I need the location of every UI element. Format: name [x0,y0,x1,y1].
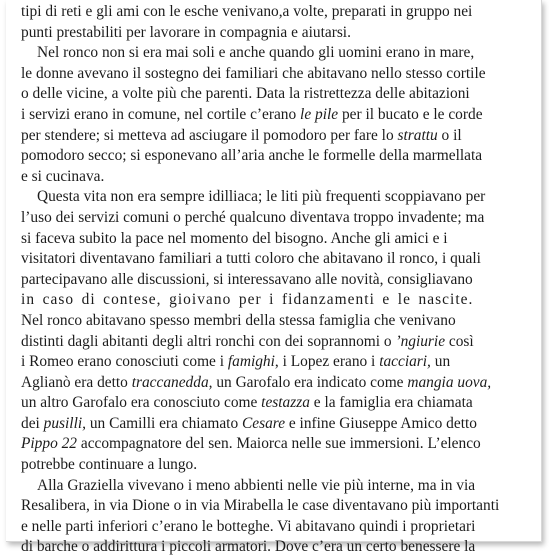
text-run: e la famiglia era chiamata [309,394,473,412]
italic-term: le pile [300,105,339,123]
italic-term: ’ngiurie [395,332,446,350]
text-line [21,332,526,353]
text-run: un Camilli era chiamato [86,414,242,432]
italic-term: famighi [227,353,275,371]
text-line [21,537,526,558]
text-run: un altro Garofalo era conosciuto come [21,394,262,412]
text-line [21,476,526,497]
italic-term: traccanedda, [131,373,213,391]
text-line [21,2,526,23]
text-run: e nelle parti inferiori c’erano le botteghe. Vi abitavano quindi i proprietari [21,517,476,535]
text-line [21,167,526,188]
italic-term: Pippo 22 [21,435,78,453]
text-run: si faceva subito la pace nel momento del bisogno. Anche gli amici e i [21,229,448,247]
italic-term: mangia uova, [407,373,492,391]
text-line [21,517,526,538]
text-line [21,208,526,229]
italic-term: strattu [397,126,438,144]
text-run: Nel ronco abitavano spesso membri della stessa famiglia che venivano [21,311,456,329]
text-line [21,290,526,311]
text-line [21,146,526,167]
text-line [21,43,526,64]
text-run: i Romeo erano conosciuti come i [21,353,228,371]
text-run: accompagnatore del sen. Maiorca nelle sue immersioni. L’elenco [77,435,481,453]
text-line [21,393,526,414]
text-line [21,270,526,291]
italic-term: Cesare [242,414,286,432]
text-line [21,249,526,270]
text-run: potrebbe continuare a lungo. [21,456,198,474]
text-run: di barche o addirittura i piccoli armatori. Dove c’era un certo benessere la [21,538,476,556]
text-run: dei [21,414,44,432]
text-run: Alla Graziella vivevano i meno abbienti nelle vie più interne, ma in via [37,476,476,494]
text-line [21,373,526,394]
italic-term: testazza [261,394,310,412]
text-run: un Garofalo era indicato come [212,373,408,391]
text-line [21,434,526,455]
text-run: o il [437,126,462,144]
text-line [21,455,526,476]
italic-term: pusilli, [43,414,86,432]
text-run: partecipavano alle discussioni, si interessavano alle novità, consigliavano [21,270,473,288]
text-run: Resalibera, in via Dione o in via Mirabella le case diventavano più importanti [21,497,500,515]
text-run: in caso di contese, gioivano per i fidanzamenti e le nascite. [21,291,474,309]
text-run: un [430,353,451,371]
text-run: i servizi erano in comune, nel cortile c’erano [21,105,301,123]
text-run: per stendere; si metteva ad asciugare il pomodoro per fare lo [21,126,398,144]
text-run: o delle vicine, a volte più che parenti. Data la ristrettezza delle abitazioni [21,85,470,103]
text-line [21,414,526,435]
text-run: , i Lopez erano i [274,353,380,371]
text-line [21,187,526,208]
text-line [21,105,526,126]
text-run: le donne avevano il sostegno dei familiari che abitavano nello stesso cortile [21,64,486,82]
text-line [21,311,526,332]
page-text [21,2,526,558]
text-line [21,496,526,517]
text-run: e si cucinava. [21,167,105,185]
text-line [21,352,526,373]
text-run: così [445,332,474,350]
text-run: l’uso dei servizi comuni o perché qualcuno diventava troppo invadente; ma [21,208,485,226]
scanned-page [6,0,542,556]
text-run: Nel ronco non si era mai soli e anche quando gli uomini erano in mare, [37,44,475,62]
text-run: pomodoro secco; si esponevano all’aria anche le formelle della marmellata [21,147,483,165]
text-line [21,84,526,105]
text-run: Aglianò era detto [21,373,132,391]
text-line [21,126,526,147]
text-line [21,23,526,44]
italic-term: tacciari, [379,353,431,371]
text-run: e infine Giuseppe Amico detto [285,414,477,432]
text-run: punti prestabiliti per lavorare in compagnia e aiutarsi. [21,23,351,41]
text-run: distinti dagli abitanti degli altri ronchi con dei soprannomi o [21,332,396,350]
text-line [21,64,526,85]
text-run: visitatori diventavano familiari a tutti coloro che abitavano il ronco, i quali [21,250,481,268]
text-run: per il bucato e le corde [338,105,483,123]
text-line [21,229,526,250]
text-run: Questa vita non era sempre idilliaca; le liti più frequenti scoppiavano per [37,188,486,206]
text-run: tipi di reti e gli ami con le esche venivano,a volte, preparati in gruppo nei [21,3,473,20]
